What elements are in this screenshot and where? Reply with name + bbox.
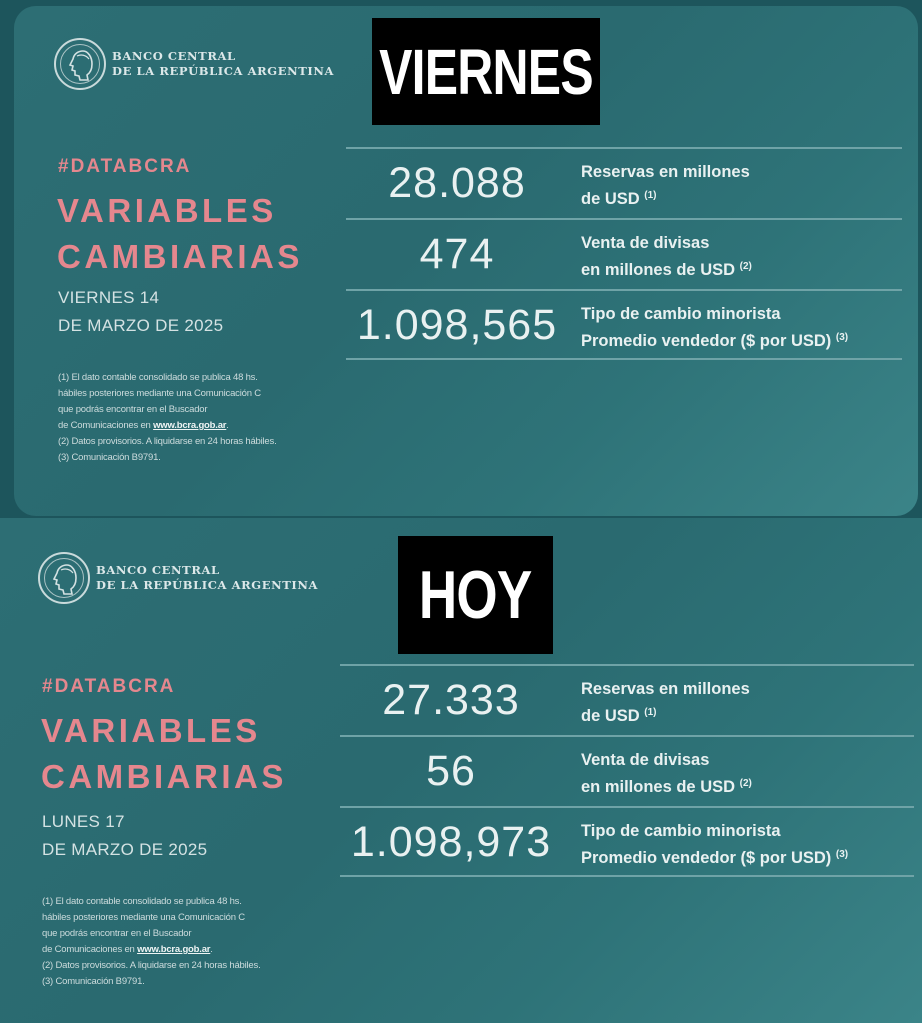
page-title: VARIABLES CAMBIARIAS <box>41 712 287 795</box>
bank-name-line2: DE LA REPÚBLICA ARGENTINA <box>112 64 334 78</box>
fx-sales-value: 56 <box>426 747 476 795</box>
fx-sales-label: Venta de divisas en millones de USD $^{(2)}$ <box>581 751 752 796</box>
day-badge: VIERNES <box>372 18 600 125</box>
panel-hoy <box>0 518 922 1023</box>
bank-name-line1: BANCO CENTRAL <box>96 563 220 577</box>
bcra-link[interactable]: www.bcra.gob.ar <box>153 420 227 431</box>
reserves-label: Reservas en millones de USD $^{(1)}$ <box>581 680 750 725</box>
fx-sales-value: 474 <box>419 230 495 278</box>
profile-seal-icon <box>54 38 106 90</box>
hashtag: #DATABCRA <box>58 156 192 177</box>
table-row <box>340 664 914 735</box>
variables-table <box>340 664 914 877</box>
report-date: LUNES 17 DE MARZO DE 2025 <box>42 812 208 859</box>
table-row <box>340 735 914 806</box>
table-row <box>346 147 902 218</box>
exchange-rate-value: 1.098,565 <box>356 301 558 349</box>
variables-table <box>346 147 902 360</box>
bcra-logo <box>54 38 334 90</box>
exchange-rate-label: Tipo de cambio minorista Promedio vendedor ($ por USD) $^{(3)}$ <box>581 822 849 867</box>
bcra-link[interactable]: www.bcra.gob.ar <box>137 944 211 955</box>
bank-name-line2: DE LA REPÚBLICA ARGENTINA <box>96 578 318 592</box>
footnotes: (1) El dato contable consolidado se publica 48 hs. hábiles posteriores mediante una Comunicación C que podrás encontrar en el Buscador de Comunicaciones en www.bcra.gob.ar. (2) Datos provisorios. A liquidarse en 24 horas hábiles. (3) Comunicación B9791. <box>58 372 277 463</box>
footnotes: (1) El dato contable consolidado se publica 48 hs. hábiles posteriores mediante una Comunicación C que podrás encontrar en el Buscador de Comunicaciones en www.bcra.gob.ar. (2) Datos provisorios. A liquidarse en 24 horas hábiles. (3) Comunicación B9791. <box>42 896 261 987</box>
exchange-rate-value: 1.098,973 <box>350 818 552 866</box>
hashtag: #DATABCRA <box>42 676 176 697</box>
reserves-value: 28.088 <box>388 159 526 207</box>
fx-sales-label: Venta de divisas en millones de USD $^{(2)}$ <box>581 234 752 279</box>
data-card <box>0 518 922 1023</box>
day-badge: HOY <box>398 536 553 654</box>
table-row <box>346 218 902 289</box>
profile-seal-icon <box>38 552 90 604</box>
reserves-label: Reservas en millones de USD $^{(1)}$ <box>581 163 750 208</box>
bank-name-line1: BANCO CENTRAL <box>112 49 236 63</box>
reserves-value: 27.333 <box>382 676 520 724</box>
page-title: VARIABLES CAMBIARIAS <box>57 192 303 275</box>
table-row <box>340 806 914 877</box>
report-date: VIERNES 14 DE MARZO DE 2025 <box>58 288 224 335</box>
bcra-logo <box>38 552 318 604</box>
data-card <box>14 6 918 516</box>
table-row <box>346 289 902 360</box>
exchange-rate-label: Tipo de cambio minorista Promedio vendedor ($ por USD) $^{(3)}$ <box>581 305 849 350</box>
